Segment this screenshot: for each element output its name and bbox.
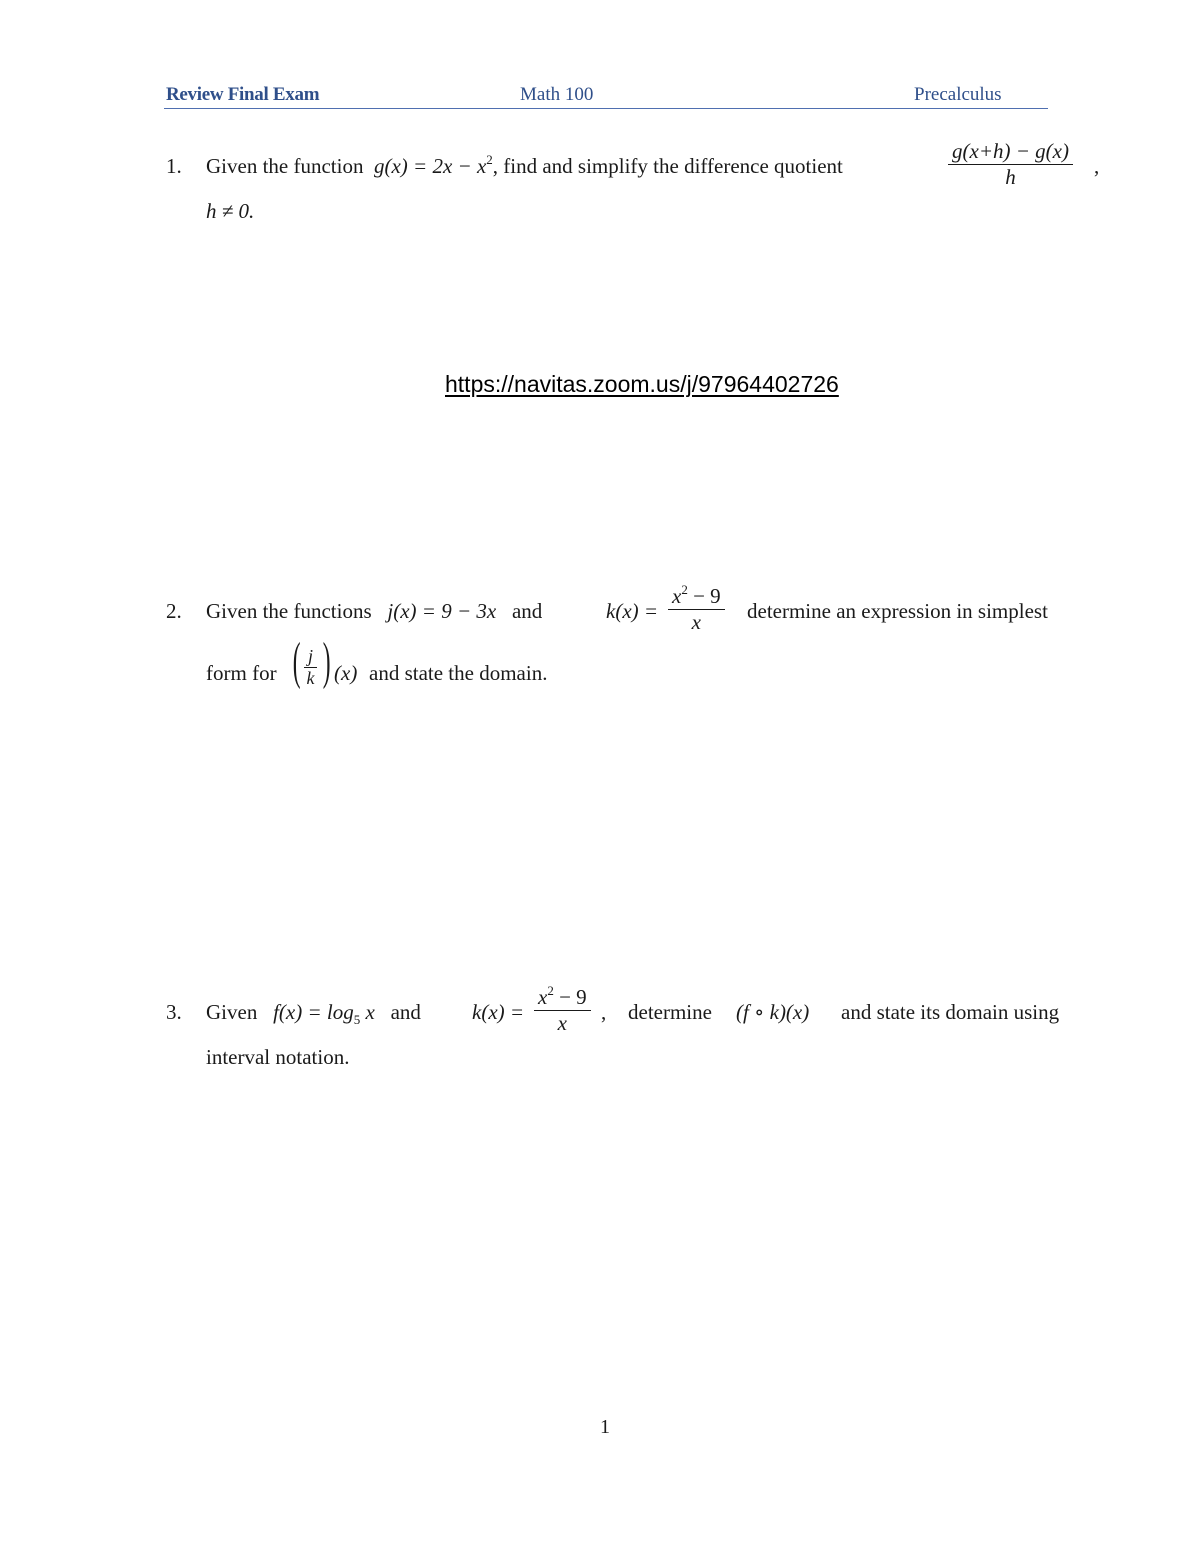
q3-comma: ,	[601, 1000, 607, 1024]
q1-text-a: Given the function	[206, 154, 364, 178]
q2-k-denominator: x	[691, 610, 701, 634]
q3-text-b: determine	[628, 1000, 712, 1024]
q1-exponent: 2	[486, 152, 493, 167]
q1-condition: h ≠ 0.	[206, 199, 255, 223]
q3-f-function: f(x) = log	[273, 1000, 354, 1024]
header-course: Math 100	[520, 84, 594, 105]
q1-function: g(x) = 2x − x	[373, 154, 487, 178]
q3-text-c: and state its domain using	[841, 1000, 1060, 1024]
header-title: Review Final Exam	[166, 84, 320, 105]
q1-dq-numerator: g(x+h) − g(x)	[952, 139, 1069, 163]
q2-left-paren: (	[292, 633, 301, 690]
q3-line-1a	[206, 1000, 421, 1025]
q2-quotient-arg: (x)	[334, 661, 358, 685]
q2-quotient-denominator: k	[306, 668, 315, 688]
q2-k-fraction	[668, 584, 725, 635]
q3-log-base: 5	[353, 1012, 361, 1027]
q2-k-numerator: $x^2 - 9$	[672, 582, 721, 608]
q2-right-paren: )	[322, 633, 331, 690]
q1-difference-quotient	[948, 139, 1073, 190]
header-rule	[164, 108, 1048, 109]
q3-text-d: interval notation.	[206, 1045, 350, 1069]
q2-quotient-numerator: j	[308, 646, 314, 666]
zoom-link[interactable]: https://navitas.zoom.us/j/97964402726	[445, 371, 839, 397]
q1-text-b: , find and simplify the difference quotient	[492, 154, 843, 178]
q3-k-denominator: x	[557, 1011, 567, 1035]
q1-number: 1.	[166, 154, 182, 178]
q2-quotient	[304, 646, 317, 689]
q3-k-function: k(x) =	[472, 1000, 525, 1024]
q2-and: and	[511, 599, 543, 623]
q1-dq-denominator: h	[1005, 165, 1016, 189]
q1-comma: ,	[1094, 154, 1100, 178]
q3-log-arg: x	[365, 1000, 375, 1024]
q2-text-d: and state the domain.	[369, 661, 548, 685]
q2-j-function: j(x) = 9 − 3x	[387, 599, 497, 623]
q2-text-a: Given the functions	[206, 599, 372, 623]
q2-number: 2.	[166, 599, 182, 623]
q2-text-c: form for	[206, 661, 277, 685]
q3-number: 3.	[166, 1000, 182, 1024]
q3-k-numerator: $x^2 - 9$	[538, 983, 587, 1009]
page-number: 1	[600, 1416, 610, 1438]
q1-line-1	[206, 154, 843, 179]
q2-text-b: determine an expression in simplest	[747, 599, 1048, 623]
q3-and: and	[390, 1000, 421, 1024]
q3-text-a: Given	[206, 1000, 258, 1024]
header-subject: Precalculus	[914, 84, 1002, 105]
q3-k-fraction	[534, 985, 591, 1036]
q2-line-1a	[206, 599, 542, 624]
q2-k-function: k(x) =	[606, 599, 659, 623]
q3-composition: (f ∘ k)(x)	[736, 1000, 810, 1024]
